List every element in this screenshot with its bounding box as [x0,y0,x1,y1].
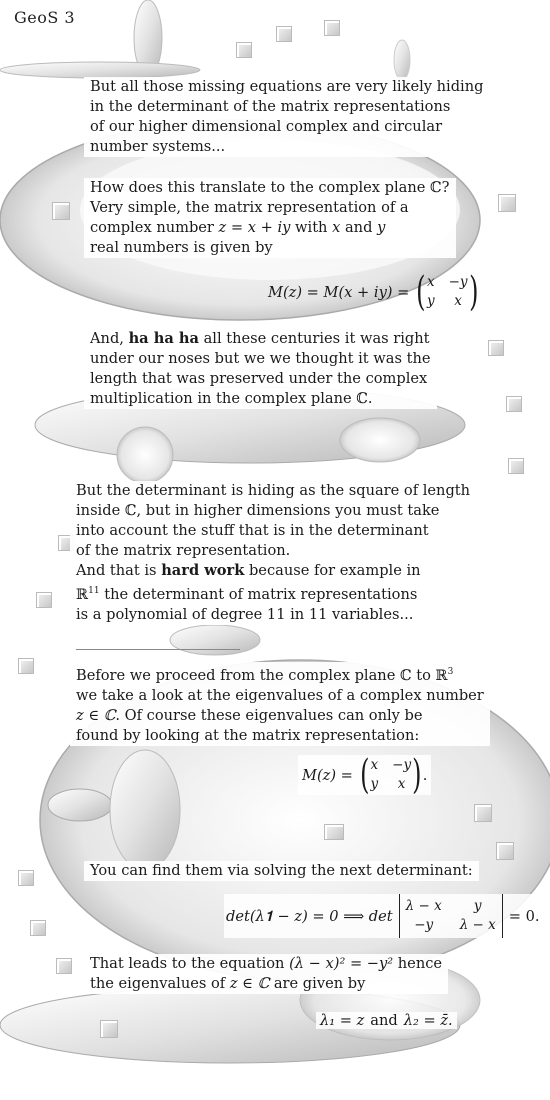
text-line: in the determinant of the matrix representations [84,97,489,117]
eigenvalue-1: λ₁ = z [320,1012,365,1029]
text-line: under our noses but we we thought it was the [84,349,437,369]
text-line [70,706,490,726]
deco-square [100,1020,118,1038]
determinant-matrix [406,898,496,934]
eigenvalue-2: λ₂ = z̄. [403,1012,453,1029]
deco-square [30,920,46,936]
math-z: z = x + iy [218,219,291,236]
matrix-cell: −y [448,274,468,290]
paragraph-eigenvalue-equation [90,954,448,994]
paragraph-ha-ha-ha [90,329,437,409]
paragraph-eigenvalues-intro [76,662,490,746]
period: . [422,766,428,784]
text-run: and [370,1012,398,1029]
deco-square [276,26,292,42]
equation-rhs: = 0. [508,907,540,925]
matrix [427,274,468,310]
text-run: hence [393,955,443,972]
text-line: You can find them via solving the next determinant: [84,861,479,881]
bold-text: hard work [161,562,245,579]
text-line [84,954,448,974]
text-run: Before we proceed from the complex plane ℂ to ℝ [76,666,448,684]
matrix-cell: λ − x [405,898,442,914]
text-line: found by looking at the matrix representation: [70,726,490,746]
deco-square [36,592,52,608]
deco-square [496,842,514,860]
text-line: multiplication in the complex plane ℂ. [84,389,437,409]
text-run: complex number [90,219,219,236]
logo: GeoS 3 [14,8,76,27]
equation-matrix-representation [268,269,479,315]
text-line: we take a look at the eigenvalues of a complex number [70,686,490,706]
matrix-cell: x [397,776,406,792]
text-line: is a polynomial of degree 11 in 11 variables... [70,605,476,625]
text-run: . Of course these eigenvalues can only be [115,706,423,724]
matrix-cell: y [473,898,482,914]
deco-square [236,42,252,58]
math-equation: (λ − x)² = −y² [289,955,394,972]
deco-square [18,658,34,674]
left-bar [399,894,400,938]
math-z-in-c: z ∈ ℂ [76,706,116,724]
paragraph-solve-determinant [90,861,479,881]
text-line: But the determinant is hiding as the square of length [70,481,476,501]
deco-square [506,396,522,412]
text-line: How does this translate to the complex plane ℂ? [84,178,456,198]
text-line [70,561,476,581]
deco-square [324,20,340,36]
text-run: And that is [76,562,162,579]
deco-square [508,458,524,474]
text-line [70,581,476,605]
paragraph-determinant-hiding [76,481,476,625]
text-run: all these centuries it was right [198,330,430,347]
equation-lhs: M(z) = [302,766,353,784]
deco-square [52,202,70,220]
bold-text: ha ha ha [128,330,199,347]
deco-square [324,824,344,840]
deco-square [488,340,504,356]
left-paren: ( [360,752,370,798]
text-run: the eigenvalues of [90,975,230,992]
equation-eigenvalues [316,1012,457,1029]
equation-determinant [224,894,542,938]
text-line: number systems... [84,137,489,157]
text-line: inside ℂ, but in higher dimensions you must take [70,501,476,521]
text-run: and [340,219,378,236]
text-line: into account the stuff that is in the determinant [70,521,476,541]
text-run: That leads to the equation [90,955,290,972]
equation-matrix-mz [298,752,431,798]
text-line: Very simple, the matrix representation of a [84,198,456,218]
paragraph-missing-equations [90,77,489,157]
text-line [70,662,490,686]
text-line: of the matrix representation. [70,541,476,561]
deco-square [56,958,72,974]
text-run: are given by [269,975,366,992]
matrix-cell: −y [392,757,412,773]
deco-square [498,194,516,212]
text-run: because for example in [244,562,421,579]
matrix-cell: y [370,776,379,792]
text-run: the determinant of matrix representations [99,585,418,603]
right-paren: ) [468,269,479,315]
matrix-cell: x [370,757,379,773]
text-run: And, [90,330,129,347]
equation-lhs: det(λ𝟏 − z) = 0 ⟹ det [226,907,393,925]
matrix-cell: y [426,293,435,309]
text-line [84,974,448,994]
matrix-cell: λ − x [459,917,496,933]
math-z-in-c: z ∈ ℂ [229,975,270,992]
text-line [84,218,456,238]
equation-lhs: M(z) = M(x + iy) = [268,283,410,301]
text-line: of our higher dimensional complex and circular [84,117,489,137]
matrix [371,757,412,793]
math-r: ℝ [76,585,89,603]
superscript: 3 [447,667,454,677]
matrix-cell: x [426,274,435,290]
text-line [84,329,437,349]
text-line: But all those missing equations are very likely hiding [84,77,489,97]
right-bar [502,894,503,938]
matrix-cell: x [454,293,462,309]
right-paren: ) [412,752,422,798]
superscript: 11 [88,586,100,596]
text-run: with [290,219,333,236]
text-line: real numbers is given by [84,238,456,258]
matrix-cell: −y [414,917,434,933]
horizontal-rule [76,649,240,650]
deco-square [474,804,492,822]
left-paren: ( [416,269,426,315]
math-y: y [377,219,386,236]
paragraph-complex-plane [90,178,456,258]
math-x: x [332,219,341,236]
deco-square [18,870,34,886]
text-line: length that was preserved under the complex [84,369,437,389]
